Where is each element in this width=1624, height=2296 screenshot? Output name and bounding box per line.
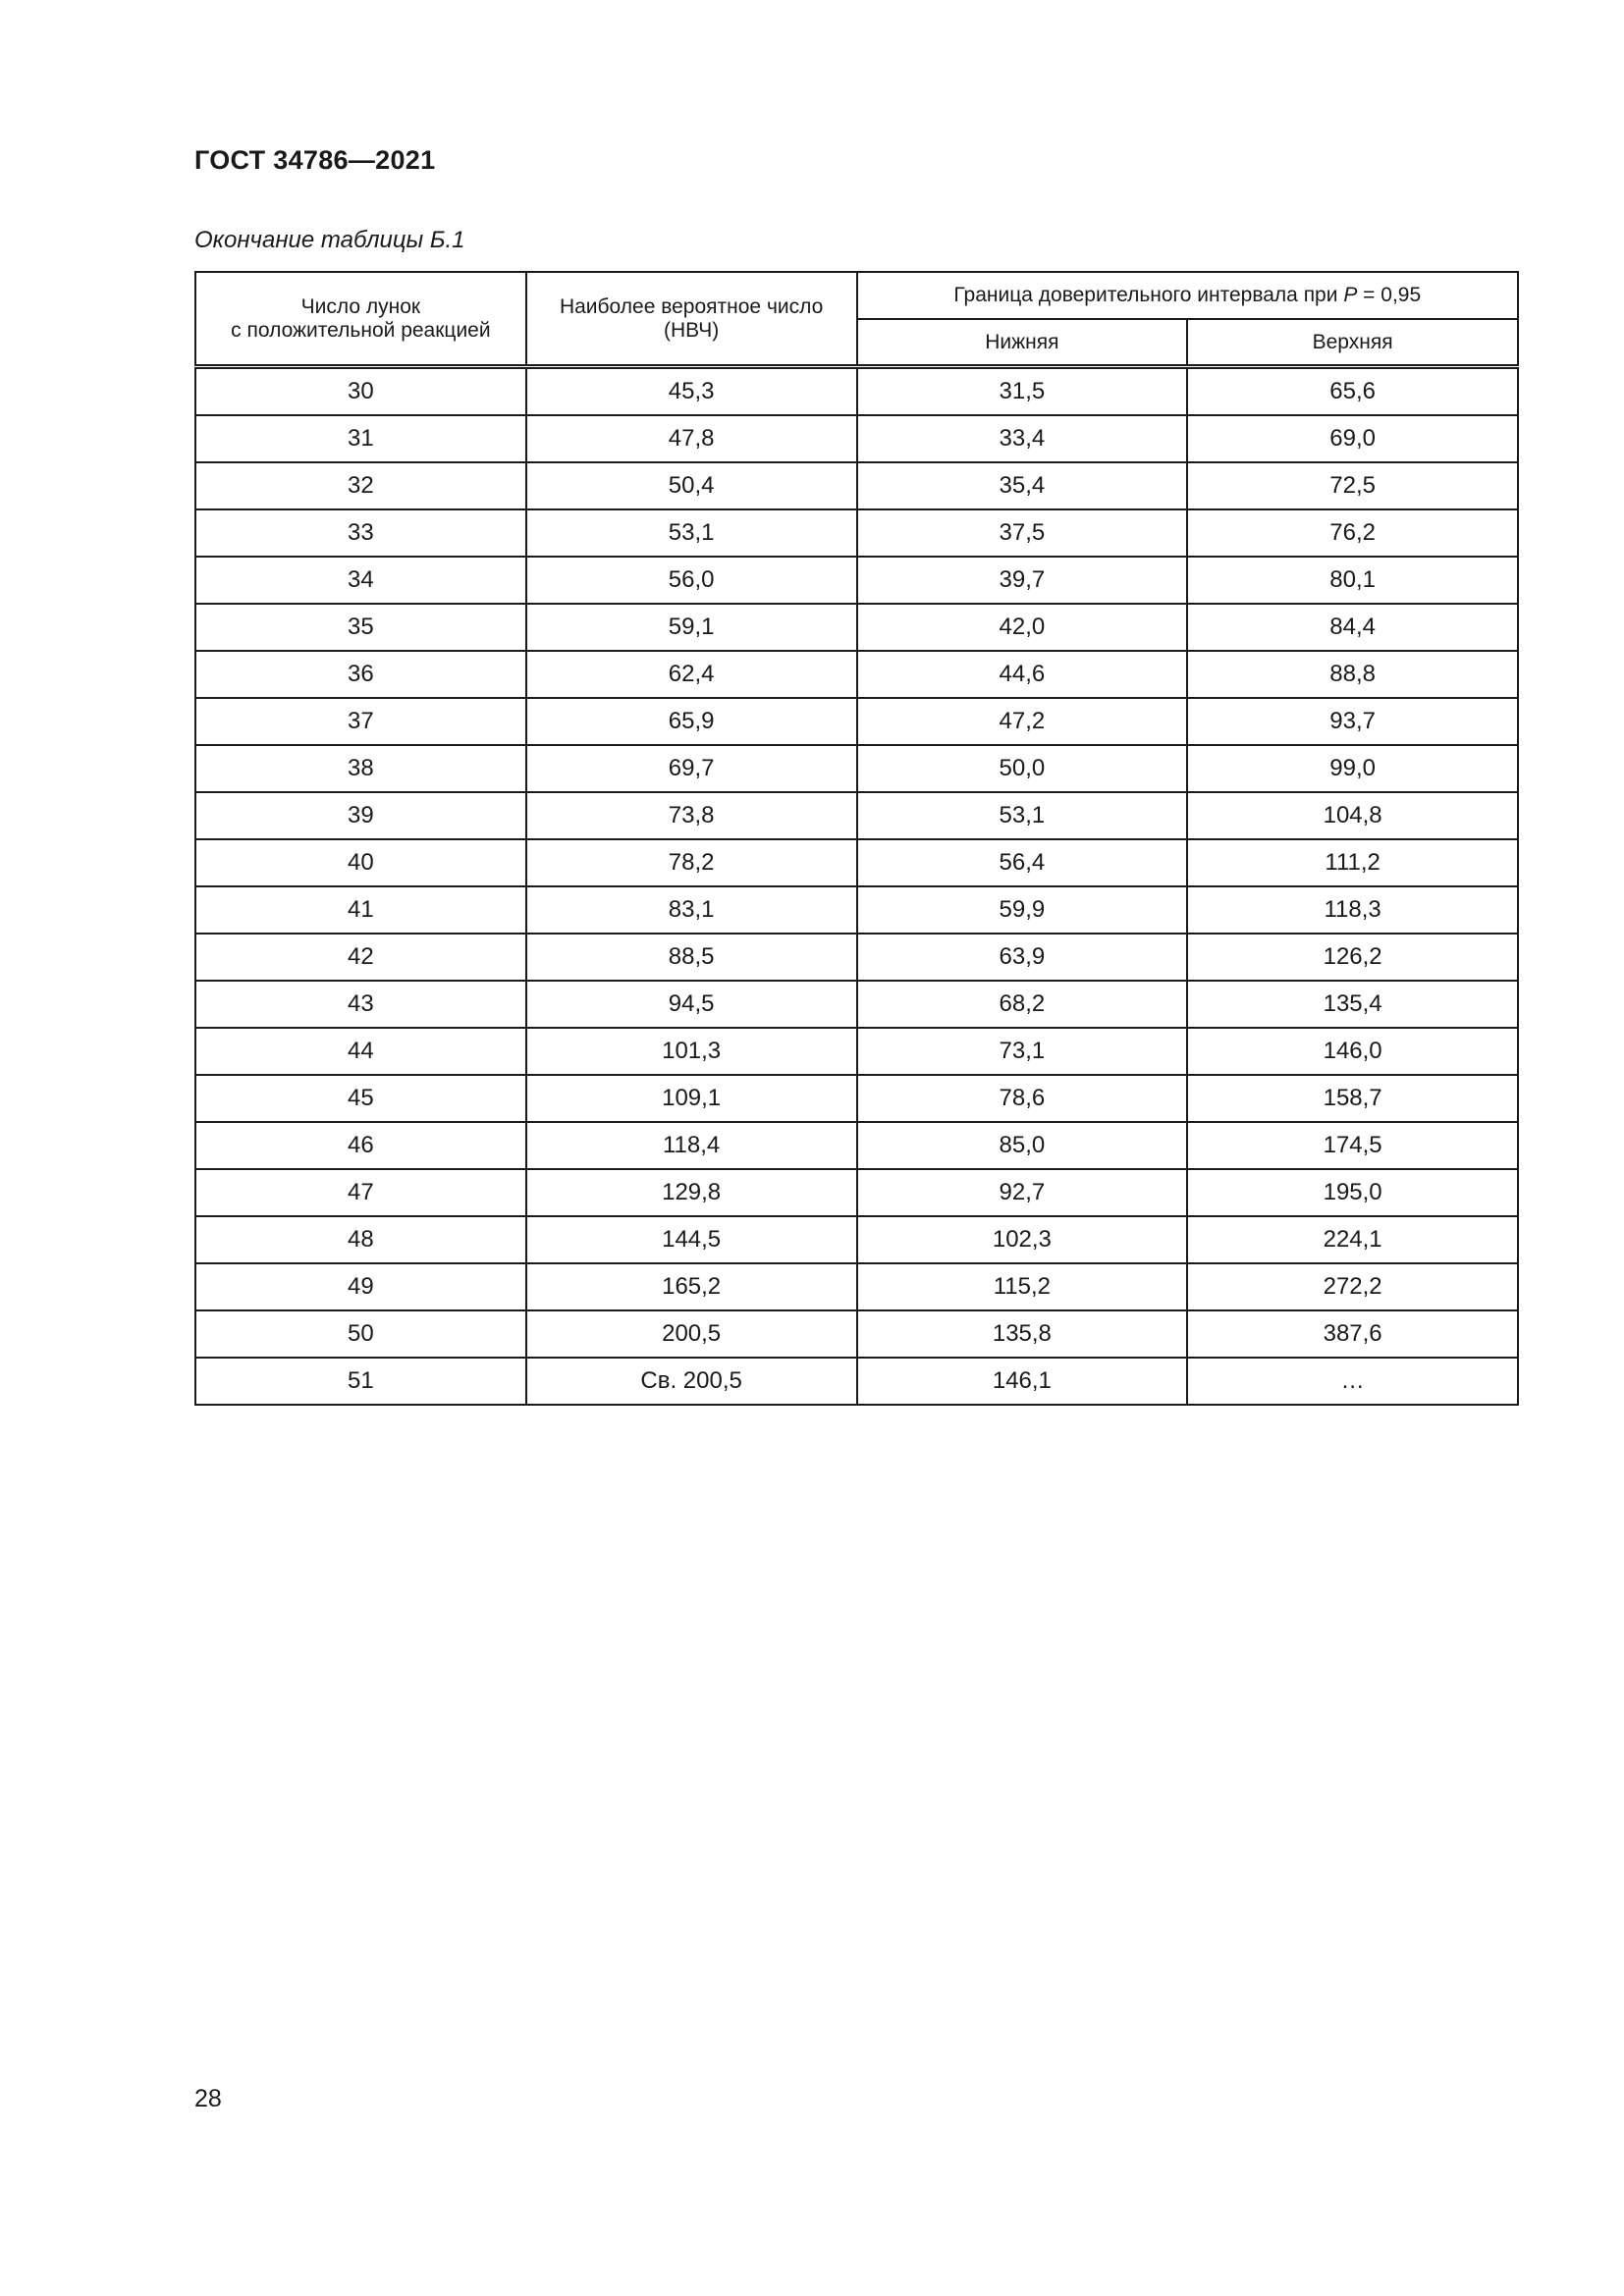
cell-lower: 115,2 xyxy=(857,1263,1188,1310)
cell-mpn: 88,5 xyxy=(526,934,857,981)
cell-lower: 146,1 xyxy=(857,1358,1188,1405)
cell-upper: 272,2 xyxy=(1187,1263,1518,1310)
cell-upper: 195,0 xyxy=(1187,1169,1518,1216)
table-row xyxy=(195,981,1518,1028)
cell-wells-count: 51 xyxy=(195,1358,526,1405)
header-mpn-line1: Наиболее вероятное число xyxy=(559,294,824,318)
table-row xyxy=(195,651,1518,698)
cell-lower: 33,4 xyxy=(857,415,1188,462)
table-row xyxy=(195,792,1518,839)
cell-wells-count: 39 xyxy=(195,792,526,839)
table-row xyxy=(195,1075,1518,1122)
header-mpn xyxy=(526,272,857,367)
cell-mpn: 83,1 xyxy=(526,886,857,934)
cell-mpn: 73,8 xyxy=(526,792,857,839)
cell-mpn: 101,3 xyxy=(526,1028,857,1075)
cell-upper: 104,8 xyxy=(1187,792,1518,839)
cell-mpn: 78,2 xyxy=(526,839,857,886)
cell-lower: 50,0 xyxy=(857,745,1188,792)
table-row xyxy=(195,934,1518,981)
cell-wells-count: 38 xyxy=(195,745,526,792)
cell-mpn: 200,5 xyxy=(526,1310,857,1358)
cell-mpn: 47,8 xyxy=(526,415,857,462)
cell-mpn: 62,4 xyxy=(526,651,857,698)
cell-wells-count: 45 xyxy=(195,1075,526,1122)
cell-mpn: 50,4 xyxy=(526,462,857,509)
table-row xyxy=(195,886,1518,934)
cell-upper: 118,3 xyxy=(1187,886,1518,934)
page-number: 28 xyxy=(194,2085,222,2112)
cell-upper: 146,0 xyxy=(1187,1028,1518,1075)
table-row xyxy=(195,1169,1518,1216)
cell-lower: 39,7 xyxy=(857,557,1188,604)
table-row xyxy=(195,745,1518,792)
header-lower: Нижняя xyxy=(857,319,1188,367)
cell-upper: 387,6 xyxy=(1187,1310,1518,1358)
cell-mpn: 45,3 xyxy=(526,367,857,416)
table-body xyxy=(195,367,1518,1406)
cell-upper: 76,2 xyxy=(1187,509,1518,557)
cell-wells-count: 46 xyxy=(195,1122,526,1169)
cell-upper: 99,0 xyxy=(1187,745,1518,792)
cell-lower: 59,9 xyxy=(857,886,1188,934)
table-container xyxy=(194,271,1519,1406)
cell-upper: 93,7 xyxy=(1187,698,1518,745)
cell-wells-count: 41 xyxy=(195,886,526,934)
cell-upper: 224,1 xyxy=(1187,1216,1518,1263)
cell-lower: 56,4 xyxy=(857,839,1188,886)
cell-wells-count: 34 xyxy=(195,557,526,604)
header-wells-count-line2: с положительной реакцией xyxy=(231,318,491,342)
cell-lower: 135,8 xyxy=(857,1310,1188,1358)
header-wells-count xyxy=(195,272,526,367)
cell-lower: 31,5 xyxy=(857,367,1188,416)
cell-wells-count: 31 xyxy=(195,415,526,462)
cell-wells-count: 47 xyxy=(195,1169,526,1216)
cell-lower: 63,9 xyxy=(857,934,1188,981)
cell-upper: … xyxy=(1187,1358,1518,1405)
header-confidence-interval xyxy=(857,272,1519,319)
cell-wells-count: 40 xyxy=(195,839,526,886)
header-row xyxy=(195,272,1518,319)
cell-lower: 44,6 xyxy=(857,651,1188,698)
cell-wells-count: 43 xyxy=(195,981,526,1028)
cell-upper: 88,8 xyxy=(1187,651,1518,698)
table-row xyxy=(195,839,1518,886)
table-row xyxy=(195,698,1518,745)
cell-upper: 69,0 xyxy=(1187,415,1518,462)
cell-wells-count: 44 xyxy=(195,1028,526,1075)
table-row xyxy=(195,1216,1518,1263)
table-row xyxy=(195,509,1518,557)
table-row xyxy=(195,1122,1518,1169)
cell-lower: 37,5 xyxy=(857,509,1188,557)
table-row xyxy=(195,1358,1518,1405)
cell-wells-count: 48 xyxy=(195,1216,526,1263)
cell-mpn: 118,4 xyxy=(526,1122,857,1169)
cell-wells-count: 37 xyxy=(195,698,526,745)
cell-upper: 65,6 xyxy=(1187,367,1518,416)
cell-mpn: 144,5 xyxy=(526,1216,857,1263)
cell-mpn: 59,1 xyxy=(526,604,857,651)
cell-mpn: 165,2 xyxy=(526,1263,857,1310)
cell-lower: 102,3 xyxy=(857,1216,1188,1263)
table-row xyxy=(195,462,1518,509)
cell-mpn: Св. 200,5 xyxy=(526,1358,857,1405)
cell-lower: 35,4 xyxy=(857,462,1188,509)
cell-mpn: 69,7 xyxy=(526,745,857,792)
cell-lower: 73,1 xyxy=(857,1028,1188,1075)
cell-mpn: 94,5 xyxy=(526,981,857,1028)
cell-lower: 53,1 xyxy=(857,792,1188,839)
cell-wells-count: 35 xyxy=(195,604,526,651)
table-row xyxy=(195,1310,1518,1358)
header-ci-prefix: Граница доверительного интервала при xyxy=(953,284,1344,306)
table-row xyxy=(195,1263,1518,1310)
cell-mpn: 129,8 xyxy=(526,1169,857,1216)
cell-mpn: 56,0 xyxy=(526,557,857,604)
table-caption: Окончание таблицы Б.1 xyxy=(194,227,465,253)
header-wells-count-line1: Число лунок xyxy=(300,294,421,318)
cell-wells-count: 33 xyxy=(195,509,526,557)
cell-wells-count: 50 xyxy=(195,1310,526,1358)
header-ci-suffix: = 0,95 xyxy=(1357,284,1422,306)
cell-mpn: 109,1 xyxy=(526,1075,857,1122)
cell-upper: 84,4 xyxy=(1187,604,1518,651)
cell-upper: 174,5 xyxy=(1187,1122,1518,1169)
table-row xyxy=(195,415,1518,462)
cell-upper: 72,5 xyxy=(1187,462,1518,509)
cell-lower: 78,6 xyxy=(857,1075,1188,1122)
cell-lower: 68,2 xyxy=(857,981,1188,1028)
table-row xyxy=(195,367,1518,416)
table-row xyxy=(195,1028,1518,1075)
cell-upper: 135,4 xyxy=(1187,981,1518,1028)
cell-upper: 111,2 xyxy=(1187,839,1518,886)
table-row xyxy=(195,557,1518,604)
table-row xyxy=(195,604,1518,651)
cell-upper: 158,7 xyxy=(1187,1075,1518,1122)
cell-upper: 126,2 xyxy=(1187,934,1518,981)
cell-wells-count: 36 xyxy=(195,651,526,698)
cell-wells-count: 30 xyxy=(195,367,526,416)
data-table xyxy=(194,271,1519,1406)
document-code: ГОСТ 34786—2021 xyxy=(194,145,436,175)
header-upper: Верхняя xyxy=(1187,319,1518,367)
cell-wells-count: 32 xyxy=(195,462,526,509)
cell-lower: 42,0 xyxy=(857,604,1188,651)
header-ci-var: P xyxy=(1343,284,1358,306)
header-mpn-line2: (НВЧ) xyxy=(664,318,720,342)
cell-mpn: 65,9 xyxy=(526,698,857,745)
cell-lower: 85,0 xyxy=(857,1122,1188,1169)
cell-wells-count: 49 xyxy=(195,1263,526,1310)
cell-upper: 80,1 xyxy=(1187,557,1518,604)
cell-lower: 47,2 xyxy=(857,698,1188,745)
cell-mpn: 53,1 xyxy=(526,509,857,557)
cell-wells-count: 42 xyxy=(195,934,526,981)
cell-lower: 92,7 xyxy=(857,1169,1188,1216)
